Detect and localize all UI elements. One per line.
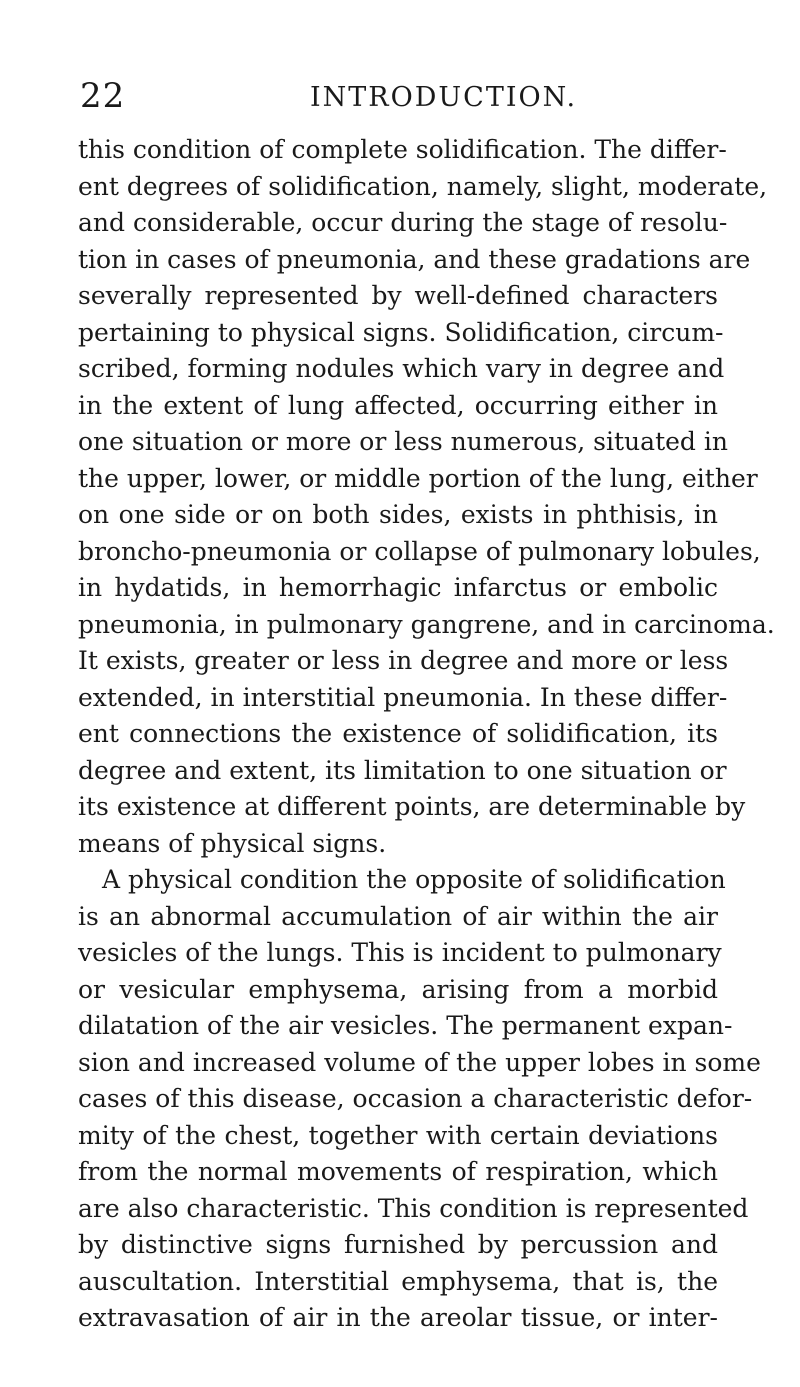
- text-line: is an abnormal accumulation of air within the air: [78, 901, 718, 931]
- text-line: pertaining to physical signs. Solidification, circum-: [78, 317, 724, 347]
- text-line: broncho-pneumonia or collapse of pulmonary lobules,: [78, 536, 761, 566]
- running-head: [80, 76, 720, 116]
- text-line: by distinctive signs furnished by percussion and: [78, 1230, 718, 1259]
- text-line: the upper, lower, or middle portion of the lung, either: [78, 463, 758, 493]
- text-line: one situation or more or less numerous, situated in: [78, 427, 728, 456]
- text-line: this condition of complete solidification. The differ-: [78, 135, 727, 164]
- text-line: ent connections the existence of solidification, its: [78, 719, 718, 748]
- text-line: from the normal movements of respiration, which: [78, 1157, 718, 1186]
- text-line: dilatation of the air vesicles. The permanent expan-: [78, 1011, 733, 1040]
- text-line: and considerable, occur during the stage of resolu-: [78, 208, 728, 237]
- text-line: on one side or on both sides, exists in phthisis, in: [78, 500, 718, 529]
- text-line: severally represented by well-defined characters: [78, 281, 718, 310]
- text-line: A physical condition the opposite of solidification: [102, 865, 726, 894]
- text-line: in the extent of lung affected, occurring either in: [78, 390, 718, 420]
- text-line: its existence at different points, are determinable by: [78, 792, 746, 821]
- text-line: mity of the chest, together with certain deviations: [78, 1120, 718, 1150]
- text-line: scribed, forming nodules which vary in degree and: [78, 354, 725, 383]
- text-line: extended, in interstitial pneumonia. In these differ-: [78, 682, 728, 712]
- text-line: auscultation. Interstitial emphysema, that is, the: [78, 1266, 718, 1296]
- page-number: 22: [80, 76, 126, 116]
- text-line: sion and increased volume of the upper lobes in some: [78, 1047, 761, 1077]
- text-line: extravasation of air in the areolar tissue, or inter-: [78, 1303, 718, 1332]
- text-line: It exists, greater or less in degree and more or less: [78, 646, 729, 675]
- text-line: means of physical signs.: [78, 828, 387, 858]
- text-line: tion in cases of pneumonia, and these gradations are: [78, 244, 751, 274]
- text-line: cases of this disease, occasion a characteristic defor-: [78, 1084, 753, 1113]
- text-line: degree and extent, its limitation to one situation or: [78, 755, 727, 785]
- text-line: or vesicular emphysema, arising from a morbid: [78, 974, 718, 1004]
- body-text: [78, 132, 775, 1337]
- text-line: vesicles of the lungs. This is incident to pulmonary: [78, 938, 722, 967]
- text-line: pneumonia, in pulmonary gangrene, and in carcinoma.: [78, 609, 775, 639]
- text-line: ent degrees of solidification, namely, slight, moderate,: [78, 171, 768, 201]
- chapter-title: INTRODUCTION.: [310, 82, 578, 113]
- text-line: are also characteristic. This condition is represented: [78, 1193, 749, 1223]
- text-line: in hydatids, in hemorrhagic infarctus or embolic: [78, 573, 718, 602]
